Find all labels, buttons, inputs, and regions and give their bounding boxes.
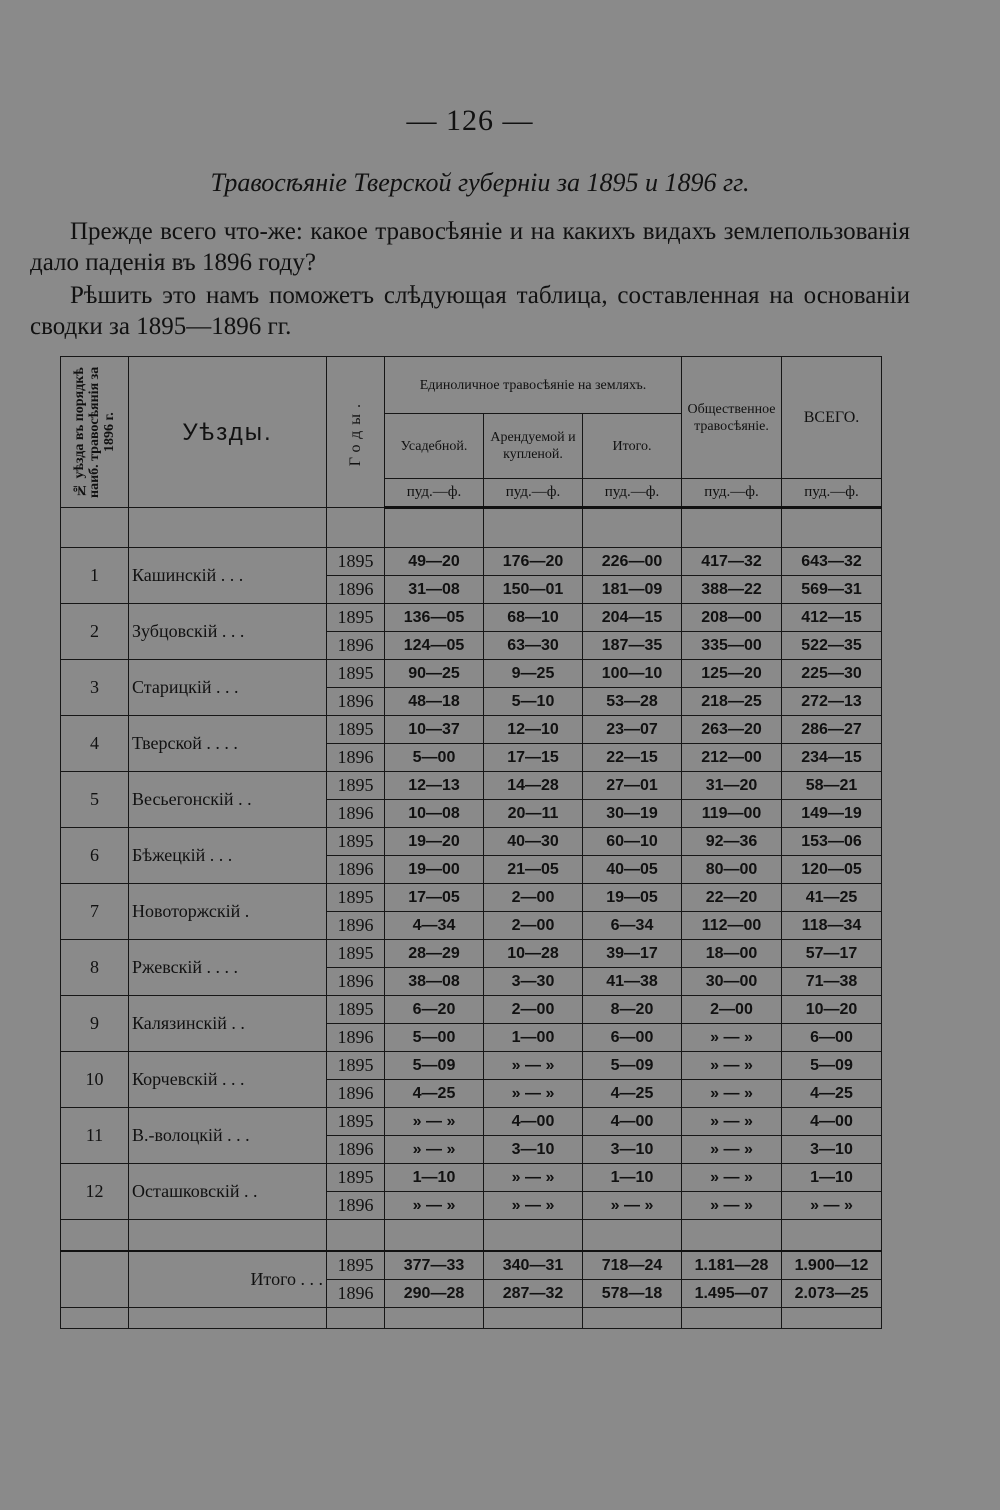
totals-row [61, 1251, 882, 1280]
year-cell: 1895 [327, 1164, 385, 1192]
district-name: Зубцовскій . . . [129, 604, 327, 660]
value-cell: 6—20 [385, 996, 484, 1024]
value-cell: 48—18 [385, 688, 484, 716]
district-name: Новоторжскій . [129, 884, 327, 940]
value-cell: 4—00 [484, 1108, 583, 1136]
value-cell: 10—37 [385, 716, 484, 744]
value-cell: » — » [682, 1024, 782, 1052]
value-cell: 286—27 [782, 716, 882, 744]
value-cell: 643—32 [782, 548, 882, 576]
value-cell: 23—07 [583, 716, 682, 744]
value-cell: 28—29 [385, 940, 484, 968]
year-cell: 1895 [327, 772, 385, 800]
value-cell: 2—00 [484, 996, 583, 1024]
value-cell: 41—25 [782, 884, 882, 912]
table-row [61, 716, 882, 744]
header-district: Уѣзды. [129, 357, 327, 508]
totals-label: Итого . . . [129, 1251, 327, 1308]
year-cell: 1895 [327, 1251, 385, 1280]
grass-sowing-table [60, 356, 882, 1329]
value-cell: » — » [782, 1192, 882, 1220]
total-value-cell: 1.181—28 [682, 1251, 782, 1280]
value-cell: » — » [484, 1192, 583, 1220]
value-cell: 124—05 [385, 632, 484, 660]
value-cell: 30—19 [583, 800, 682, 828]
value-cell: 153—06 [782, 828, 882, 856]
district-name: Весьегонскій . . [129, 772, 327, 828]
value-cell: 5—00 [385, 744, 484, 772]
totals-num-empty [61, 1251, 129, 1308]
value-cell: 208—00 [682, 604, 782, 632]
value-cell: 41—38 [583, 968, 682, 996]
year-cell: 1895 [327, 1108, 385, 1136]
paragraph-2: Рѣшить это намъ поможетъ слѣдующая таблица, составленная на основаніи сводки за 1895—1896 гг. [30, 282, 910, 340]
year-cell: 1895 [327, 716, 385, 744]
district-name: Тверской . . . . [129, 716, 327, 772]
district-name: Корчевскій . . . [129, 1052, 327, 1108]
table-row [61, 884, 882, 912]
value-cell: 71—38 [782, 968, 882, 996]
table-row [61, 772, 882, 800]
year-cell: 1895 [327, 1052, 385, 1080]
district-name: Бѣжецкій . . . [129, 828, 327, 884]
value-cell: 14—28 [484, 772, 583, 800]
unit-label: пуд.—ф. [583, 479, 682, 508]
district-number: 3 [61, 660, 129, 716]
value-cell: 120—05 [782, 856, 882, 884]
value-cell: 8—20 [583, 996, 682, 1024]
district-name: Ржевскій . . . . [129, 940, 327, 996]
district-number: 10 [61, 1052, 129, 1108]
district-number: 6 [61, 828, 129, 884]
value-cell: 112—00 [682, 912, 782, 940]
district-number: 5 [61, 772, 129, 828]
value-cell: 417—32 [682, 548, 782, 576]
value-cell: 10—28 [484, 940, 583, 968]
value-cell: 6—00 [583, 1024, 682, 1052]
value-cell: 18—00 [682, 940, 782, 968]
value-cell: » — » [583, 1192, 682, 1220]
value-cell: 3—30 [484, 968, 583, 996]
year-cell: 1895 [327, 828, 385, 856]
year-cell: 1896 [327, 1080, 385, 1108]
value-cell: 187—35 [583, 632, 682, 660]
paragraph-1: Прежде всего что-же: какое травосѣяніе и на какихъ видахъ землепользованія дало паденія въ 1896 году? [30, 218, 910, 276]
value-cell: 4—25 [782, 1080, 882, 1108]
value-cell: 12—13 [385, 772, 484, 800]
year-cell: 1895 [327, 660, 385, 688]
district-number: 8 [61, 940, 129, 996]
value-cell: 1—10 [385, 1164, 484, 1192]
table-row [61, 548, 882, 576]
header-total: ВСЕГО. [782, 357, 882, 479]
year-cell: 1895 [327, 940, 385, 968]
value-cell: » — » [484, 1164, 583, 1192]
value-cell: 63—30 [484, 632, 583, 660]
district-number: 12 [61, 1164, 129, 1220]
value-cell: » — » [484, 1052, 583, 1080]
total-value-cell: 718—24 [583, 1251, 682, 1280]
value-cell: » — » [385, 1108, 484, 1136]
value-cell: 19—20 [385, 828, 484, 856]
district-name: Старицкій . . . [129, 660, 327, 716]
year-cell: 1896 [327, 744, 385, 772]
total-value-cell: 340—31 [484, 1251, 583, 1280]
value-cell: » — » [682, 1080, 782, 1108]
value-cell: » — » [682, 1136, 782, 1164]
header-rank: № уѣзда въ порядкѣ наиб. травосѣянія за 1896 г. [61, 357, 129, 508]
header-communal: Общественное травосѣяніе. [682, 357, 782, 479]
total-value-cell: 1.495—07 [682, 1280, 782, 1308]
value-cell: 2—00 [484, 912, 583, 940]
year-cell: 1896 [327, 1192, 385, 1220]
value-cell: 2—00 [484, 884, 583, 912]
header-rented: Арендуемой и купленой. [484, 414, 583, 479]
unit-label: пуд.—ф. [682, 479, 782, 508]
value-cell: 150—01 [484, 576, 583, 604]
table-row [61, 828, 882, 856]
value-cell: 27—01 [583, 772, 682, 800]
value-cell: 22—20 [682, 884, 782, 912]
value-cell: 335—00 [682, 632, 782, 660]
value-cell: 40—30 [484, 828, 583, 856]
value-cell: 176—20 [484, 548, 583, 576]
value-cell: 90—25 [385, 660, 484, 688]
value-cell: 5—09 [782, 1052, 882, 1080]
unit-label: пуд.—ф. [782, 479, 882, 508]
value-cell: 9—25 [484, 660, 583, 688]
district-number: 4 [61, 716, 129, 772]
value-cell: 68—10 [484, 604, 583, 632]
total-value-cell: 578—18 [583, 1280, 682, 1308]
district-name: В.-волоцкій . . . [129, 1108, 327, 1164]
value-cell: 225—30 [782, 660, 882, 688]
value-cell: 2—00 [682, 996, 782, 1024]
value-cell: 1—10 [583, 1164, 682, 1192]
total-value-cell: 2.073—25 [782, 1280, 882, 1308]
value-cell: 10—20 [782, 996, 882, 1024]
total-value-cell: 1.900—12 [782, 1251, 882, 1280]
value-cell: » — » [682, 1192, 782, 1220]
value-cell: 17—05 [385, 884, 484, 912]
value-cell: 39—17 [583, 940, 682, 968]
district-number: 2 [61, 604, 129, 660]
value-cell: 522—35 [782, 632, 882, 660]
value-cell: 263—20 [682, 716, 782, 744]
district-name: Осташковскій . . [129, 1164, 327, 1220]
value-cell: 20—11 [484, 800, 583, 828]
district-number: 9 [61, 996, 129, 1052]
value-cell: » — » [385, 1192, 484, 1220]
year-cell: 1895 [327, 884, 385, 912]
value-cell: 92—36 [682, 828, 782, 856]
page-heading: Травосѣяніе Тверской губерніи за 1895 и 1896 гг. [210, 168, 750, 197]
total-value-cell: 287—32 [484, 1280, 583, 1308]
value-cell: 4—34 [385, 912, 484, 940]
year-cell: 1895 [327, 548, 385, 576]
value-cell: 4—25 [583, 1080, 682, 1108]
value-cell: 10—08 [385, 800, 484, 828]
value-cell: » — » [682, 1164, 782, 1192]
value-cell: 149—19 [782, 800, 882, 828]
value-cell: 6—00 [782, 1024, 882, 1052]
value-cell: 12—10 [484, 716, 583, 744]
value-cell: 19—00 [385, 856, 484, 884]
value-cell: 40—05 [583, 856, 682, 884]
value-cell: 4—25 [385, 1080, 484, 1108]
value-cell: 100—10 [583, 660, 682, 688]
value-cell: 118—34 [782, 912, 882, 940]
value-cell: » — » [385, 1136, 484, 1164]
page-number: — 126 — [406, 104, 534, 137]
value-cell: 4—00 [583, 1108, 682, 1136]
district-number: 7 [61, 884, 129, 940]
value-cell: 53—28 [583, 688, 682, 716]
value-cell: 6—34 [583, 912, 682, 940]
value-cell: » — » [484, 1080, 583, 1108]
year-cell: 1895 [327, 604, 385, 632]
unit-label: пуд.—ф. [484, 479, 583, 508]
table-row [61, 1052, 882, 1080]
value-cell: 21—05 [484, 856, 583, 884]
year-cell: 1896 [327, 968, 385, 996]
value-cell: 3—10 [782, 1136, 882, 1164]
value-cell: 5—09 [385, 1052, 484, 1080]
value-cell: 234—15 [782, 744, 882, 772]
table-row [61, 940, 882, 968]
value-cell: 5—09 [583, 1052, 682, 1080]
value-cell: 3—10 [484, 1136, 583, 1164]
district-name: Кашинскій . . . [129, 548, 327, 604]
value-cell: 212—00 [682, 744, 782, 772]
year-cell: 1896 [327, 856, 385, 884]
value-cell: 57—17 [782, 940, 882, 968]
value-cell: 218—25 [682, 688, 782, 716]
header-individual-group: Единоличное травосѣяніе на земляхъ. [385, 357, 682, 414]
year-cell: 1896 [327, 576, 385, 604]
value-cell: 58—21 [782, 772, 882, 800]
district-name: Калязинскій . . [129, 996, 327, 1052]
value-cell: 1—00 [484, 1024, 583, 1052]
value-cell: 49—20 [385, 548, 484, 576]
table-row [61, 1108, 882, 1136]
value-cell: 388—22 [682, 576, 782, 604]
value-cell: 119—00 [682, 800, 782, 828]
total-value-cell: 377—33 [385, 1251, 484, 1280]
table-row [61, 604, 882, 632]
unit-label: пуд.—ф. [385, 479, 484, 508]
year-cell: 1896 [327, 688, 385, 716]
year-cell: 1896 [327, 1024, 385, 1052]
value-cell: 569—31 [782, 576, 882, 604]
year-cell: 1896 [327, 800, 385, 828]
value-cell: » — » [682, 1052, 782, 1080]
value-cell: 1—10 [782, 1164, 882, 1192]
value-cell: 17—15 [484, 744, 583, 772]
value-cell: 125—20 [682, 660, 782, 688]
value-cell: 226—00 [583, 548, 682, 576]
header-years: Годы. [327, 357, 385, 508]
value-cell: 3—10 [583, 1136, 682, 1164]
value-cell: 38—08 [385, 968, 484, 996]
table-row [61, 660, 882, 688]
value-cell: 31—08 [385, 576, 484, 604]
year-cell: 1896 [327, 1280, 385, 1308]
header-subtotal: Итого. [583, 414, 682, 479]
value-cell: 272—13 [782, 688, 882, 716]
value-cell: 30—00 [682, 968, 782, 996]
value-cell: 80—00 [682, 856, 782, 884]
year-cell: 1896 [327, 1136, 385, 1164]
district-number: 1 [61, 548, 129, 604]
year-cell: 1895 [327, 996, 385, 1024]
value-cell: 5—00 [385, 1024, 484, 1052]
table-row [61, 996, 882, 1024]
value-cell: 136—05 [385, 604, 484, 632]
year-cell: 1896 [327, 632, 385, 660]
value-cell: 204—15 [583, 604, 682, 632]
value-cell: 4—00 [782, 1108, 882, 1136]
value-cell: 19—05 [583, 884, 682, 912]
value-cell: 60—10 [583, 828, 682, 856]
table-row [61, 1164, 882, 1192]
value-cell: 412—15 [782, 604, 882, 632]
value-cell: 22—15 [583, 744, 682, 772]
table-body [61, 508, 882, 1329]
total-value-cell: 290—28 [385, 1280, 484, 1308]
year-cell: 1896 [327, 912, 385, 940]
value-cell: 31—20 [682, 772, 782, 800]
value-cell: » — » [682, 1108, 782, 1136]
district-number: 11 [61, 1108, 129, 1164]
header-estate: Усадебной. [385, 414, 484, 479]
value-cell: 5—10 [484, 688, 583, 716]
value-cell: 181—09 [583, 576, 682, 604]
